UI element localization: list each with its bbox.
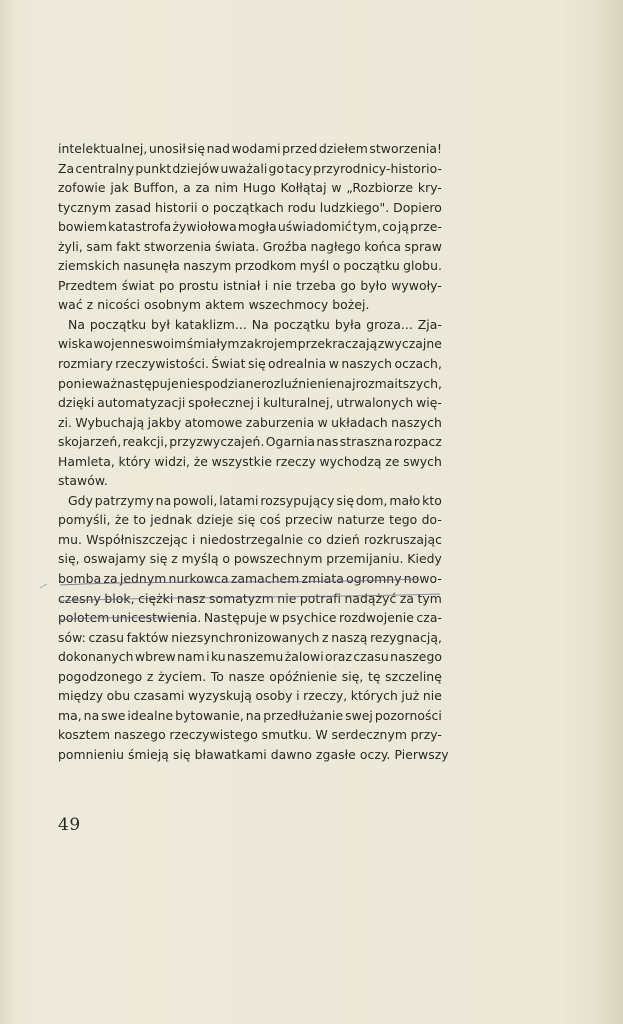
- text-line: Na początku był kataklizm... Na początku była groza... Zja-: [68, 316, 442, 332]
- text-line: pogodzonego z życiem. To nasze opóźnienie się, tę szczelinę: [58, 668, 442, 684]
- text-line: ponieważ następuje niespodziane rozluźnienie najrozmaitszych,: [58, 375, 442, 391]
- text-line: kosztem naszego rzeczywistego smutku. W serdecznym przy-: [58, 727, 442, 743]
- text-line: polotem unicestwienia. Następuje w psychice rozdwojenie cza-: [58, 610, 442, 626]
- text-line: ziemskich nasunęła naszym przodkom myśl o początku globu.: [58, 258, 442, 274]
- text-line: Gdy patrzymy na powoli, latami rozsypujący się dom, mało kto: [68, 492, 442, 508]
- text-line: rozmiary rzeczywistości. Świat się odrealnia w naszych oczach,: [58, 356, 442, 372]
- text-line: dokonanych wbrew nam i ku naszemu żalowi oraz czasu naszego: [58, 649, 442, 665]
- text-line: się, oswajamy się z myślą o powszechnym przemijaniu. Kiedy: [58, 551, 442, 567]
- text-line: czesny blok, ciężki nasz somatyzm nie potrafi nadążyć za tym: [58, 590, 442, 606]
- pencil-stroke-margin: [40, 584, 47, 588]
- text-line: pomnieniu śmieją się bławatkami dawno zgasłe oczy. Pierwszy: [58, 746, 449, 762]
- text-line: dzięki automatyzacji społecznej i kulturalnej, utrwalonych wię-: [58, 395, 442, 411]
- text-line: intelektualnej, unosił się nad wodami przed dziełem stworzenia!: [58, 141, 442, 156]
- text-line: żyli, sam fakt stworzenia świata. Groźba nagłego końca spraw: [58, 238, 442, 254]
- page-number: 49: [58, 815, 81, 835]
- text-line: Przedtem świat po prostu istniał i nie trzeba go było wywoły-: [58, 277, 442, 293]
- text-line: tycznym zasad historii o początkach rodu ludzkiego". Dopiero: [58, 199, 442, 215]
- text-line: mu. Współniszczejąc i niedostrzegalnie co dzień rozkruszając: [58, 531, 442, 547]
- text-line: bowiem katastrofa żywiołowa mogła uświadomić tym, co ją prze-: [58, 219, 442, 235]
- text-line: stawów.: [58, 473, 108, 489]
- text-line: skojarzeń, reakcji, przyzwyczajeń. Ogarnia nas straszna rozpacz: [58, 434, 442, 450]
- text-line: między obu czasami wyzyskują osoby i rzeczy, których już nie: [58, 688, 442, 704]
- text-line: sów: czasu faktów niezsynchronizowanych z naszą rezygnacją,: [58, 629, 442, 645]
- paragraph-3: [58, 491, 449, 765]
- text-line: wiska wojenne swoim śmiałym zakrojem przekraczają zwyczajne: [58, 336, 442, 352]
- text-line: wać z nicości osobnym aktem wszechmocy bożej.: [58, 297, 370, 313]
- text-line: Hamleta, który widzi, że wszystkie rzeczy wychodzą ze swych: [58, 453, 442, 469]
- text-line: zofowie jak Buffon, a za nim Hugo Kołłątaj w „Rozbiorze kry-: [58, 180, 442, 196]
- paragraph-1: [58, 139, 442, 315]
- text-line: zi. Wybuchają jakby atomowe zaburzenia w układach naszych: [58, 414, 442, 430]
- paragraph-2: [58, 315, 442, 491]
- text-line: ma, na swe idealne bytowanie, na przedłużanie swej pozorności: [58, 707, 442, 723]
- body-text: [58, 139, 449, 765]
- text-line: Za centralny punkt dziejów uważali go tacy przyrodnicy-historio-: [58, 160, 442, 176]
- text-line: pomyśli, że to jednak dzieje się coś przeciw naturze tego do-: [58, 512, 442, 528]
- text-line: bomba za jednym nurkowca zamachem zmiata ogromny nowo-: [58, 571, 442, 587]
